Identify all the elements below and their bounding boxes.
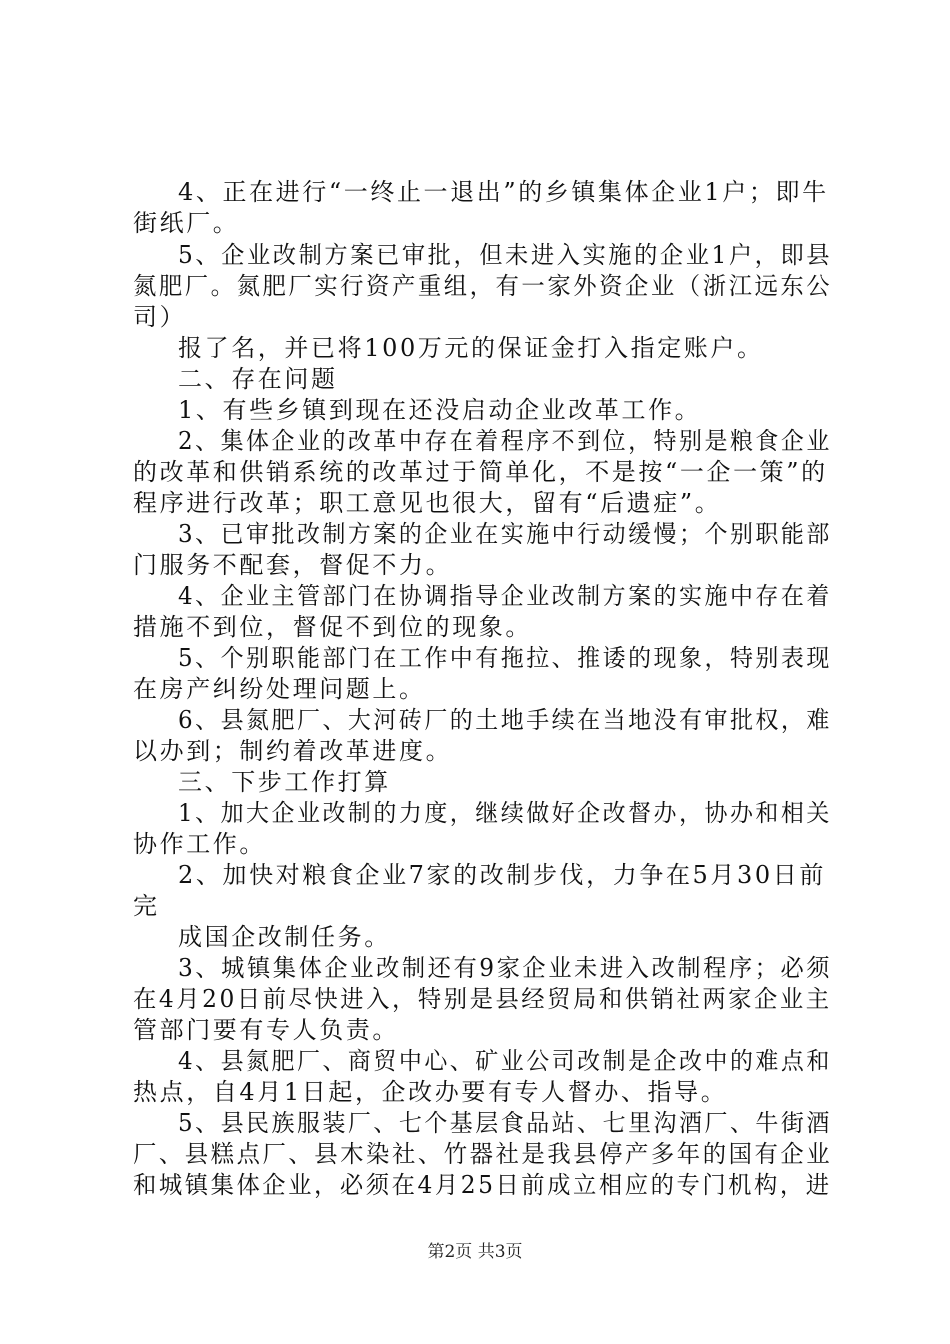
text-line: 在房产纠纷处理问题上。 <box>133 675 426 703</box>
text-line: 措施不到位，督促不到位的现象。 <box>133 613 532 641</box>
text-line: 1、加大企业改制的力度，继续做好企改督办，协办和相关 <box>178 799 832 827</box>
text-line: 街纸厂。 <box>133 209 240 237</box>
text-line: 完 <box>133 892 160 920</box>
text-line: 氮肥厂。氮肥厂实行资产重组，有一家外资企业（浙江远东公 <box>133 272 833 300</box>
section-heading: 二、存在问题 <box>178 365 338 393</box>
section-heading: 三、下步工作打算 <box>178 768 391 796</box>
text-line: 5、县民族服装厂、七个基层食品站、七里沟酒厂、牛街酒 <box>178 1109 832 1137</box>
text-line: 6、县氮肥厂、大河砖厂的土地手续在当地没有审批权，难 <box>178 706 832 734</box>
text-line: 报了名，并已将100万元的保证金打入指定账户。 <box>178 334 764 362</box>
text-line: 4、县氮肥厂、商贸中心、矿业公司改制是企改中的难点和 <box>178 1047 832 1075</box>
text-line: 1、有些乡镇到现在还没启动企业改革工作。 <box>178 396 702 424</box>
text-line: 成国企改制任务。 <box>178 923 391 951</box>
text-line: 管部门要有专人负责。 <box>133 1016 399 1044</box>
text-line: 3、城镇集体企业改制还有9家企业未进入改制程序；必须 <box>178 954 833 982</box>
text-line: 在4月20日前尽快进入，特别是县经贸局和供销社两家企业主 <box>133 985 832 1013</box>
text-line: 5、企业改制方案已审批，但未进入实施的企业1户，即县 <box>178 241 833 269</box>
text-line: 2、集体企业的改革中存在着程序不到位，特别是粮食企业 <box>178 427 832 455</box>
text-line: 司） <box>133 303 187 331</box>
text-line: 4、企业主管部门在协调指导企业改制方案的实施中存在着 <box>178 582 832 610</box>
text-line: 3、已审批改制方案的企业在实施中行动缓慢；个别职能部 <box>178 520 832 548</box>
text-line: 程序进行改革；职工意见也很大，留有“后遗症”。 <box>133 489 722 517</box>
text-line: 5、个别职能部门在工作中有拖拉、推诿的现象，特别表现 <box>178 644 832 672</box>
text-line: 的改革和供销系统的改革过于简单化，不是按“一企一策”的 <box>133 458 828 486</box>
text-line: 热点，自4月1日起，企改办要有专人督办、指导。 <box>133 1078 728 1106</box>
text-line: 协作工作。 <box>133 830 266 858</box>
text-line: 4、正在进行“一终止一退出”的乡镇集体企业1户；即牛 <box>178 178 829 206</box>
text-line: 2、加快对粮食企业7家的改制步伐，力争在5月30日前 <box>178 861 826 889</box>
text-line: 以办到；制约着改革进度。 <box>133 737 453 765</box>
text-line: 和城镇集体企业，必须在4月25日前成立相应的专门机构，进 <box>133 1171 832 1199</box>
text-line: 厂、县糕点厂、县木染社、竹器社是我县停产多年的国有企业 <box>133 1140 833 1168</box>
text-line: 门服务不配套，督促不力。 <box>133 551 453 579</box>
page-number-footer: 第2页 共3页 <box>427 1242 523 1262</box>
